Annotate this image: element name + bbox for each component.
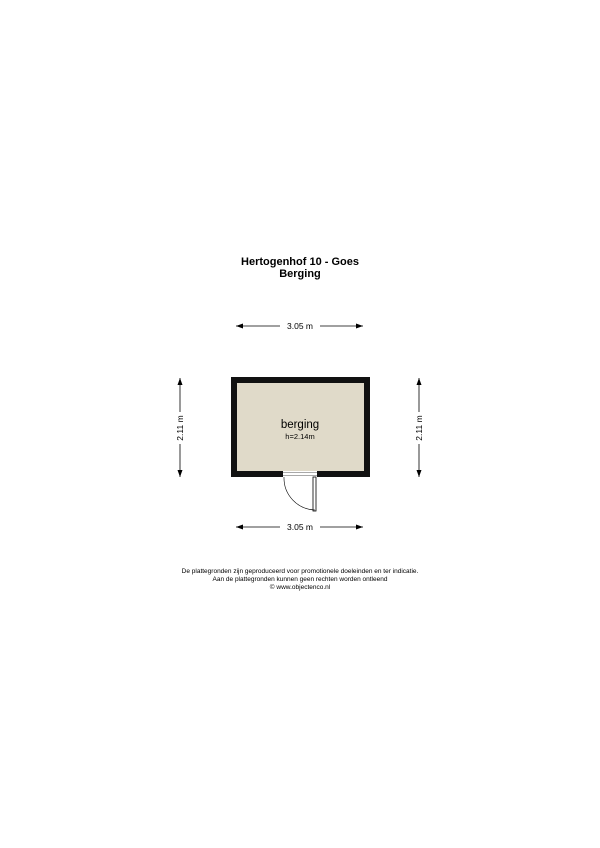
dimension-top	[236, 321, 363, 331]
plan-subtitle: Berging	[279, 268, 321, 280]
dimension-right	[414, 378, 424, 477]
disclaimer-line-1: De plattegronden zijn geproduceerd voor promotionele doeleinden en ter indicatie.	[181, 568, 419, 575]
dimension-left	[175, 378, 185, 477]
room-height: h=2.14m	[285, 432, 315, 441]
disclaimer-line-2: Aan de plattegronden kunnen geen rechten worden ontleend	[212, 576, 388, 583]
dimension-left-label: 2.11 m	[175, 415, 185, 441]
dimension-bottom	[236, 522, 363, 532]
dimension-top-label: 3.05 m	[287, 321, 313, 331]
copyright-link[interactable]: © www.objectenco.nl	[269, 584, 331, 591]
room-name: berging	[280, 419, 320, 431]
plan-title: Hertogenhof 10 - Goes	[241, 256, 359, 268]
room-berging	[231, 377, 370, 511]
dimension-right-label: 2.11 m	[414, 415, 424, 441]
dimension-bottom-label: 3.05 m	[287, 522, 313, 532]
door-opening	[283, 471, 317, 477]
door-swing	[284, 477, 316, 511]
